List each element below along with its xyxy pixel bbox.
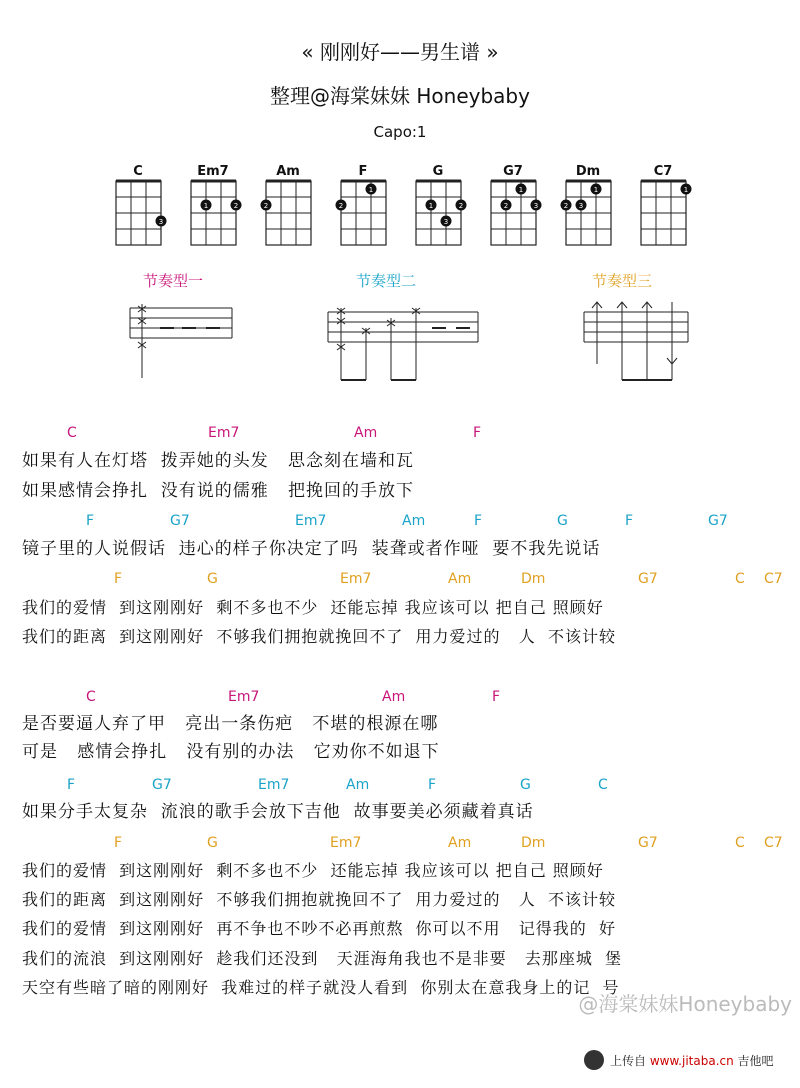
chord-name: G <box>432 164 444 179</box>
lyric-line: 天空有些暗了暗的刚刚好 我难过的样子就没人看到 你别太在意我身上的记 号 <box>22 978 620 997</box>
chord-label: F <box>473 425 482 441</box>
chord-label: G7 <box>638 835 658 851</box>
chord-name: C7 <box>653 164 673 179</box>
chord-label: C <box>735 571 745 587</box>
rhythm-pattern-3-title: 节奏型三 <box>592 272 653 290</box>
chord-label: G <box>207 835 218 851</box>
svg-text:3: 3 <box>443 218 449 226</box>
rhythm-pattern-1-title: 节奏型一 <box>143 272 204 290</box>
chord-label: C <box>67 425 77 441</box>
chord-label: Dm <box>521 835 546 851</box>
chord-label: G <box>207 571 218 587</box>
chord-label: Am <box>354 425 378 441</box>
footer-url-link[interactable]: www.jitaba.cn <box>649 1054 734 1068</box>
chord-label: G7 <box>708 513 728 529</box>
chord-label: F <box>114 835 123 851</box>
arranger-credit: 整理@海棠妹妹 Honeybaby <box>270 84 530 108</box>
svg-text:1: 1 <box>593 186 599 194</box>
watermark: @海棠妹妹Honeybaby <box>578 992 792 1016</box>
footer-prefix: 上传自 <box>610 1054 647 1068</box>
chord-label: G7 <box>170 513 190 529</box>
chord-label: C7 <box>764 835 783 851</box>
chord-label: F <box>114 571 123 587</box>
chord-label: C <box>598 777 608 793</box>
lyric-line: 我们的距离 到这刚刚好 不够我们拥抱就挽回不了 用力爱过的 人 不该计较 <box>22 890 616 909</box>
lyric-line: 我们的爱情 到这刚刚好 剩不多也不少 还能忘掉 我应该可以 把自己 照顾好 <box>22 861 604 880</box>
chord-label: F <box>67 777 76 793</box>
svg-text:2: 2 <box>233 202 239 210</box>
lyric-line: 如果有人在灯塔 拨弄她的头发 思念刻在墙和瓦 <box>22 451 415 471</box>
footer-site-name: 吉他吧 <box>737 1054 774 1068</box>
chord-label: Em7 <box>295 513 327 529</box>
lyric-line: 我们的距离 到这刚刚好 不够我们拥抱就挽回不了 用力爱过的 人 不该计较 <box>22 627 616 646</box>
chord-label: Dm <box>521 571 546 587</box>
chord-label: F <box>86 513 95 529</box>
chord-label: F <box>492 689 501 705</box>
svg-text:3: 3 <box>158 218 164 226</box>
chord-label: Em7 <box>228 689 260 705</box>
chord-label: C <box>86 689 96 705</box>
chord-label: Em7 <box>208 425 240 441</box>
svg-text:2: 2 <box>503 202 509 210</box>
rhythm-pattern-3 <box>584 302 688 380</box>
lyric-line: 我们的爱情 到这刚刚好 剩不多也不少 还能忘掉 我应该可以 把自己 照顾好 <box>22 598 604 617</box>
svg-text:3: 3 <box>533 202 539 210</box>
guitar-logo-icon <box>584 1050 604 1070</box>
lyric-line: 是否要逼人弃了甲 亮出一条伤疤 不堪的根源在哪 <box>22 714 439 734</box>
chord-label: C7 <box>764 571 783 587</box>
chord-label: F <box>428 777 437 793</box>
chord-name: C <box>133 164 143 179</box>
chord-name: F <box>358 164 368 179</box>
chord-label: Am <box>402 513 426 529</box>
svg-text:3: 3 <box>578 202 584 210</box>
chord-label: G <box>520 777 531 793</box>
chord-label: Em7 <box>330 835 362 851</box>
svg-text:2: 2 <box>458 202 464 210</box>
svg-text:1: 1 <box>203 202 209 210</box>
chord-label: Am <box>346 777 370 793</box>
svg-text:2: 2 <box>563 202 569 210</box>
lyric-line: 如果分手太复杂 流浪的歌手会放下吉他 故事要美必须藏着真话 <box>22 802 534 822</box>
lyric-line: 镜子里的人说假话 违心的样子你决定了吗 装聋或者作哑 要不我先说话 <box>22 539 601 559</box>
chord-name: Dm <box>575 164 601 179</box>
chord-label: Am <box>382 689 406 705</box>
chord-label: C <box>735 835 745 851</box>
chord-label: Am <box>448 835 472 851</box>
chord-label: G <box>557 513 568 529</box>
chord-name: Em7 <box>197 164 229 179</box>
chord-label: F <box>625 513 634 529</box>
chord-name: Am <box>276 164 300 179</box>
chord-label: Am <box>448 571 472 587</box>
rhythm-pattern-1 <box>130 304 232 378</box>
chord-label: F <box>474 513 483 529</box>
lyric-line: 我们的流浪 到这刚刚好 趁我们还没到 天涯海角我也不是非要 去那座城 堡 <box>22 949 623 968</box>
lyric-line: 我们的爱情 到这刚刚好 再不争也不吵不必再煎熬 你可以不用 记得我的 好 <box>22 919 616 938</box>
capo-indicator: Capo:1 <box>373 123 427 141</box>
svg-text:1: 1 <box>518 186 524 194</box>
svg-text:1: 1 <box>368 186 374 194</box>
chord-label: Em7 <box>340 571 372 587</box>
rhythm-pattern-2 <box>328 308 478 380</box>
footer-credit <box>610 1052 774 1069</box>
chord-label: G7 <box>638 571 658 587</box>
chord-label: G7 <box>152 777 172 793</box>
chord-name: G7 <box>503 164 523 179</box>
lyric-line: 可是 感情会挣扎 没有别的办法 它劝你不如退下 <box>22 742 440 762</box>
rhythm-pattern-2-title: 节奏型二 <box>356 272 417 290</box>
svg-text:2: 2 <box>338 202 344 210</box>
chord-grids <box>0 178 800 250</box>
svg-text:2: 2 <box>263 202 269 210</box>
chord-label: Em7 <box>258 777 290 793</box>
lyric-line: 如果感情会挣扎 没有说的儒雅 把挽回的手放下 <box>22 481 415 501</box>
svg-text:1: 1 <box>428 202 434 210</box>
song-title: « 刚刚好——男生谱 » <box>301 40 499 64</box>
rhythm-patterns <box>0 294 800 386</box>
svg-text:1: 1 <box>683 186 689 194</box>
